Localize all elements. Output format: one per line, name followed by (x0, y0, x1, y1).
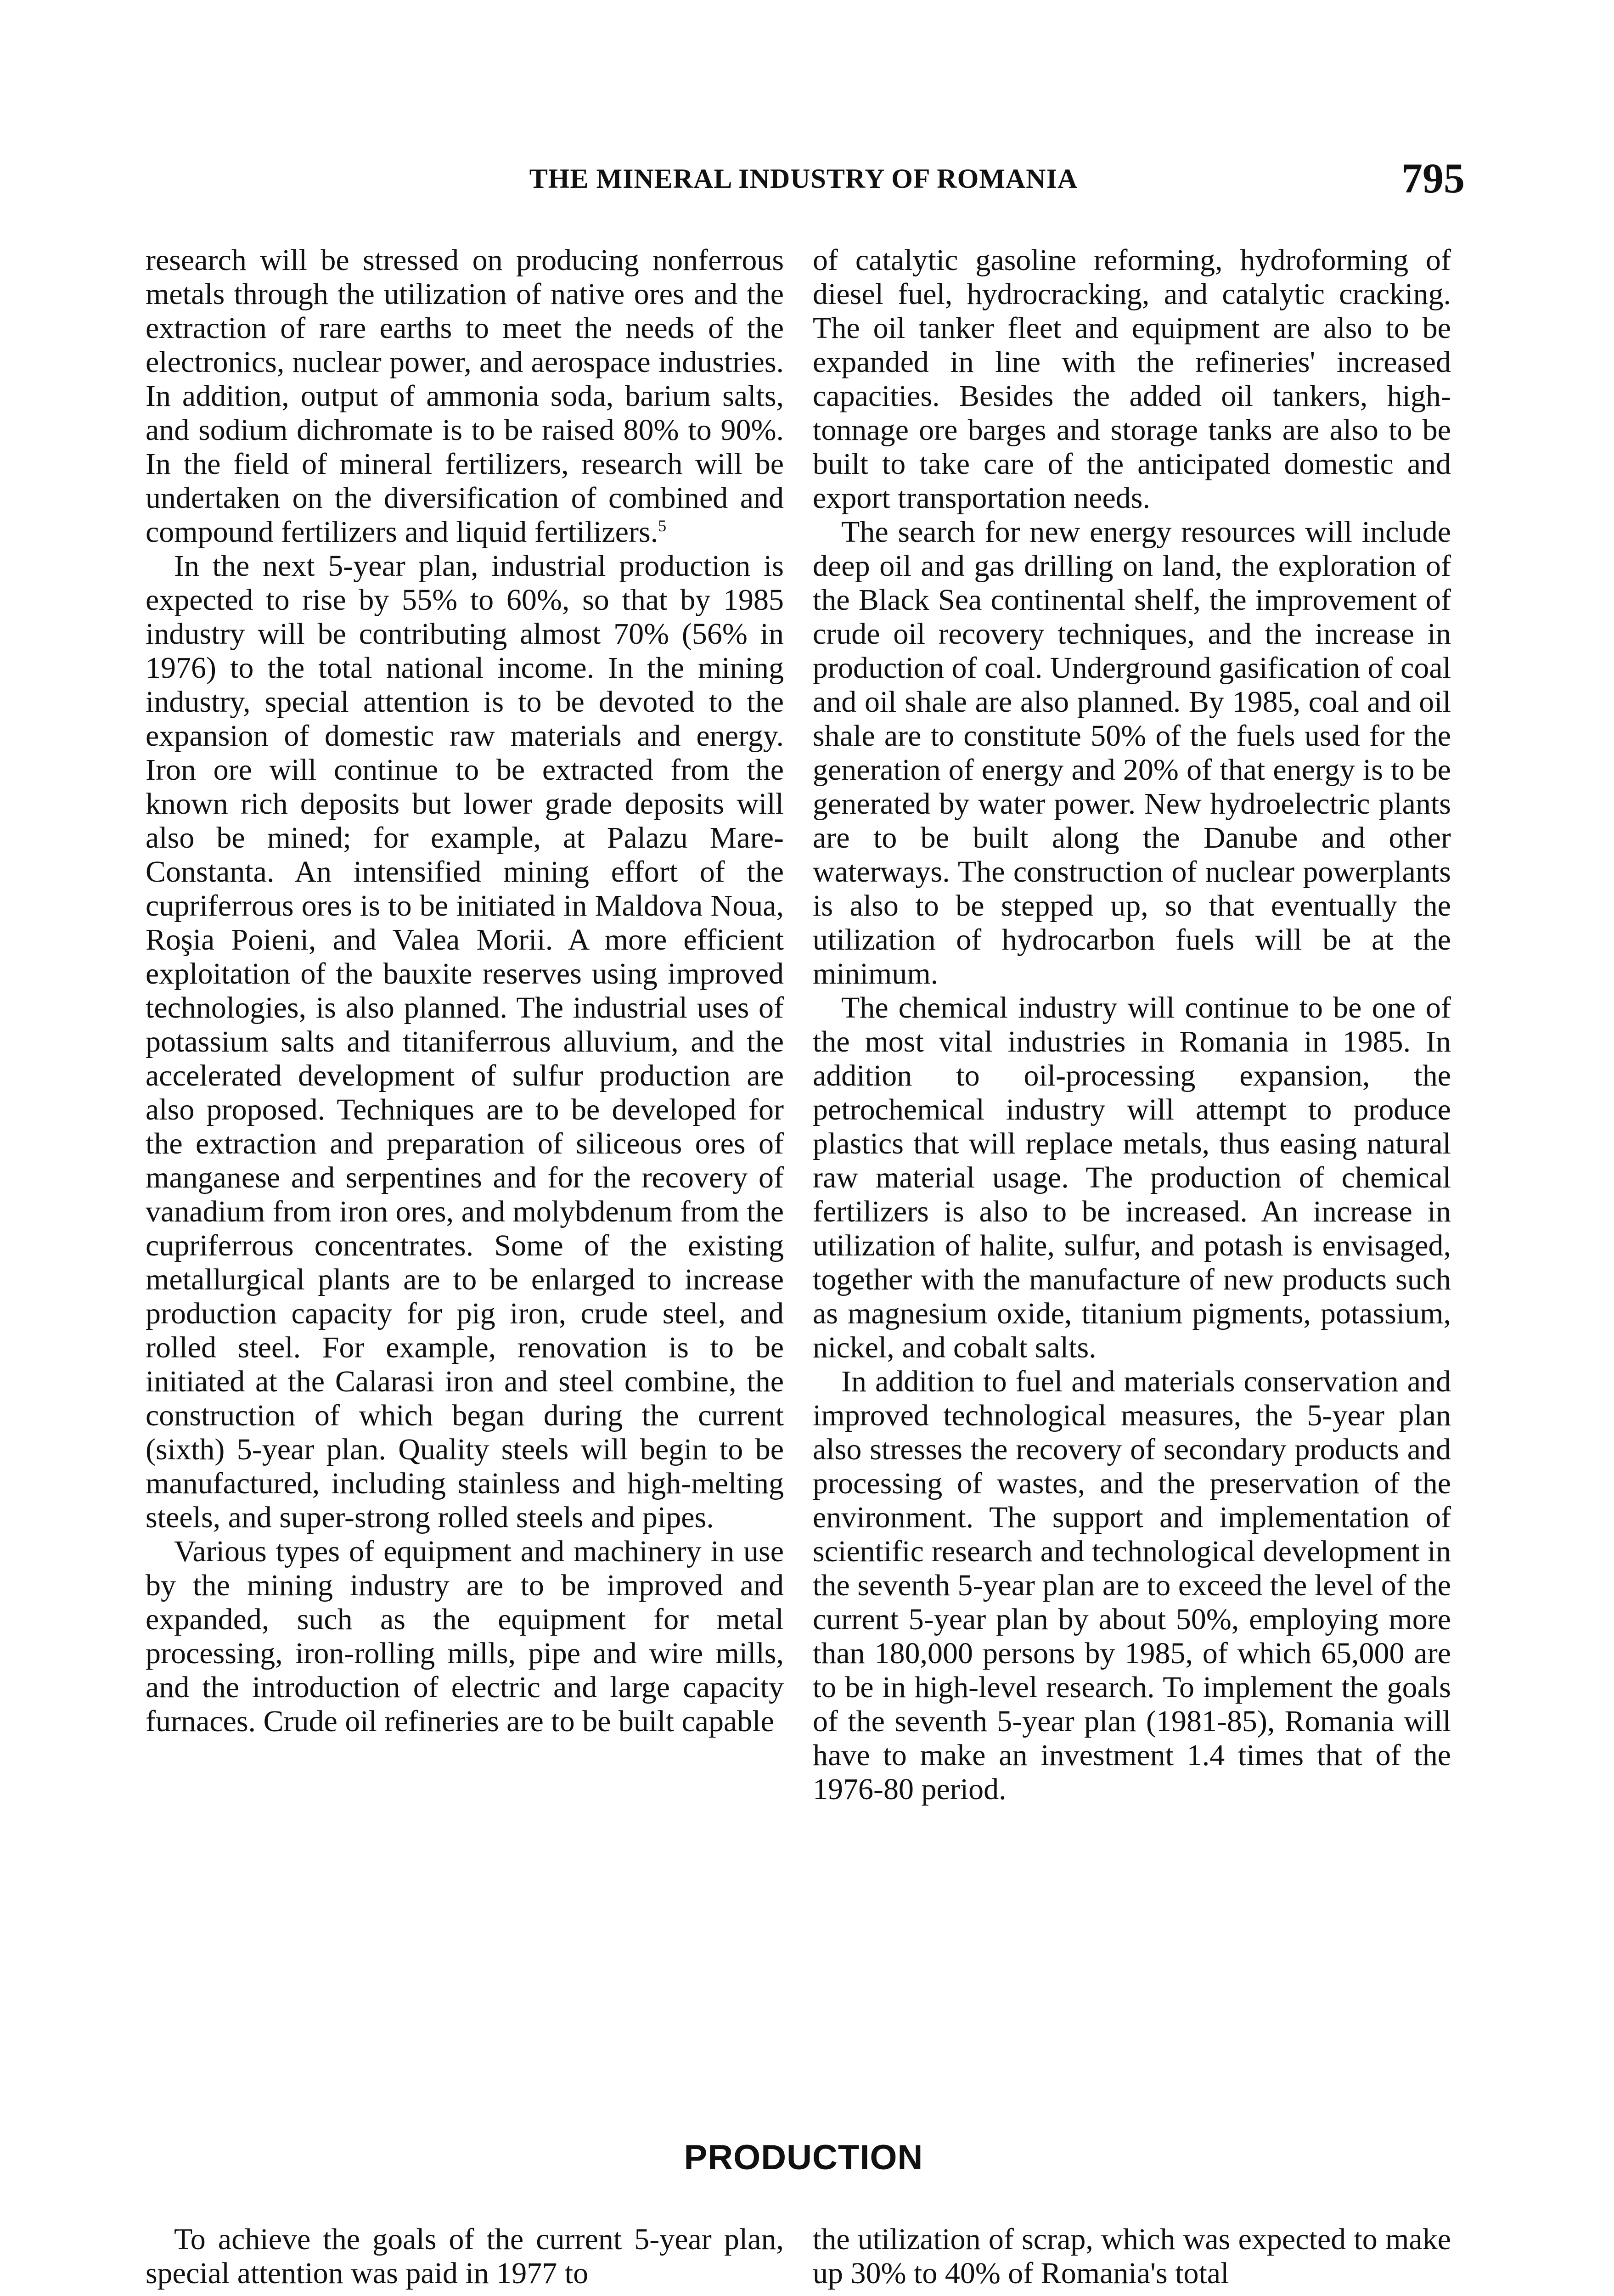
section-heading-production: PRODUCTION (684, 2138, 923, 2177)
production-right-paragraph: the utilization of scrap, which was expected to make up 30% to 40% of Romania's total (813, 2223, 1451, 2290)
left-paragraph-2: In the next 5-year plan, industrial production is expected to rise by 55% to 60%, so that by 1985 industry will be contributing almost 70% (56% in 1976) to the total national income. In the mining industry, special attention is to be devoted to the expansion of domestic raw materials and energy. Iron ore will continue to be extracted from the known rich deposits but lower grade deposits will also be mined; for example, at Palazu Mare-Constanta. An intensified mining effort of the cupriferrous ores is to be initiated in Maldova Noua, Roşia Poieni, and Valea Morii. A more efficient exploitation of the bauxite reserves using improved technologies, is also planned. The industrial uses of potassium salts and titaniferrous alluvium, and the accelerated development of sulfur production are also proposed. Techniques are to be developed for the extraction and preparation of siliceous ores of manganese and serpentines and for the recovery of vanadium from iron ores, and molybdenum from the cupriferrous concentrates. Some of the existing metallurgical plants are to be enlarged to increase production capacity for pig iron, crude steel, and rolled steel. For example, renovation is to be initiated at the Calarasi iron and steel combine, the construction of which began during the current (sixth) 5-year plan. Quality steels will begin to be manufactured, including stainless and high-melting steels, and super-strong rolled steels and pipes. (146, 549, 784, 1534)
right-paragraph-2: The search for new energy resources will include deep oil and gas drilling on land, the exploration of the Black Sea continental shelf, the improvement of crude oil recovery techniques, and the increase in production of coal. Underground gasification of coal and oil shale are also planned. By 1985, coal and oil shale are to constitute 50% of the fuels used for the generation of energy and 20% of that energy is to be generated by water power. New hydroelectric plants are to be built along the Danube and other waterways. The construction of nuclear powerplants is also to be stepped up, so that eventually the utilization of hydrocarbon fuels will be at the minimum. (813, 515, 1451, 990)
production-right-column (813, 2223, 1451, 2290)
running-title: THE MINERAL INDUSTRY OF ROMANIA (529, 163, 1078, 194)
left-column (146, 243, 784, 1739)
left-paragraph-1-text: research will be stressed on producing nonferrous metals through the utilization of native ores and the extraction of rare earths to meet the needs of the electronics, nuclear power, and aerospace industries. In addition, output of ammonia soda, barium salts, and sodium dichromate is to be raised 80% to 90%. In the field of mineral fertilizers, research will be undertaken on the diversification of combined and compound fertilizers and liquid fertilizers. (146, 243, 784, 549)
left-paragraph-3: Various types of equipment and machinery in use by the mining industry are to be improved and expanded, such as the equipment for metal processing, iron-rolling mills, pipe and wire mills, and the introduction of electric and large capacity furnaces. Crude oil refineries are to be built capable (146, 1535, 784, 1738)
right-paragraph-3: The chemical industry will continue to be one of the most vital industries in Romania in 1985. In addition to oil-processing expansion, the petrochemical industry will attempt to produce plastics that will replace metals, thus easing natural raw material usage. The production of chemical fertilizers is also to be increased. An increase in utilization of halite, sulfur, and potash is envisaged, together with the manufacture of new products such as magnesium oxide, titanium pigments, potassium, nickel, and cobalt salts. (813, 991, 1451, 1364)
right-paragraph-1: of catalytic gasoline reforming, hydroforming of diesel fuel, hydrocracking, and catalytic cracking. The oil tanker fleet and equipment are also to be expanded in line with the refineries' increased capacities. Besides the added oil tankers, high-tonnage ore barges and storage tanks are also to be built to take care of the anticipated domestic and export transportation needs. (813, 243, 1451, 515)
right-paragraph-4: In addition to fuel and materials conservation and improved technological measures, the 5-year plan also stresses the recovery of secondary products and processing of wastes, and the preservation of the environment. The support and implementation of scientific research and technological development in the seventh 5-year plan are to exceed the level of the current 5-year plan by about 50%, employing more than 180,000 persons by 1985, of which 65,000 are to be in high-level research. To implement the goals of the seventh 5-year plan (1981-85), Romania will have to make an investment 1.4 times that of the 1976-80 period. (813, 1365, 1451, 1806)
production-left-paragraph: To achieve the goals of the current 5-year plan, special attention was paid in 1977 to (146, 2223, 784, 2290)
production-left-column (146, 2223, 784, 2290)
left-paragraph-1 (146, 243, 784, 549)
page-number: 795 (1401, 155, 1465, 202)
right-column (813, 243, 1451, 1806)
footnote-marker: 5 (658, 517, 667, 535)
